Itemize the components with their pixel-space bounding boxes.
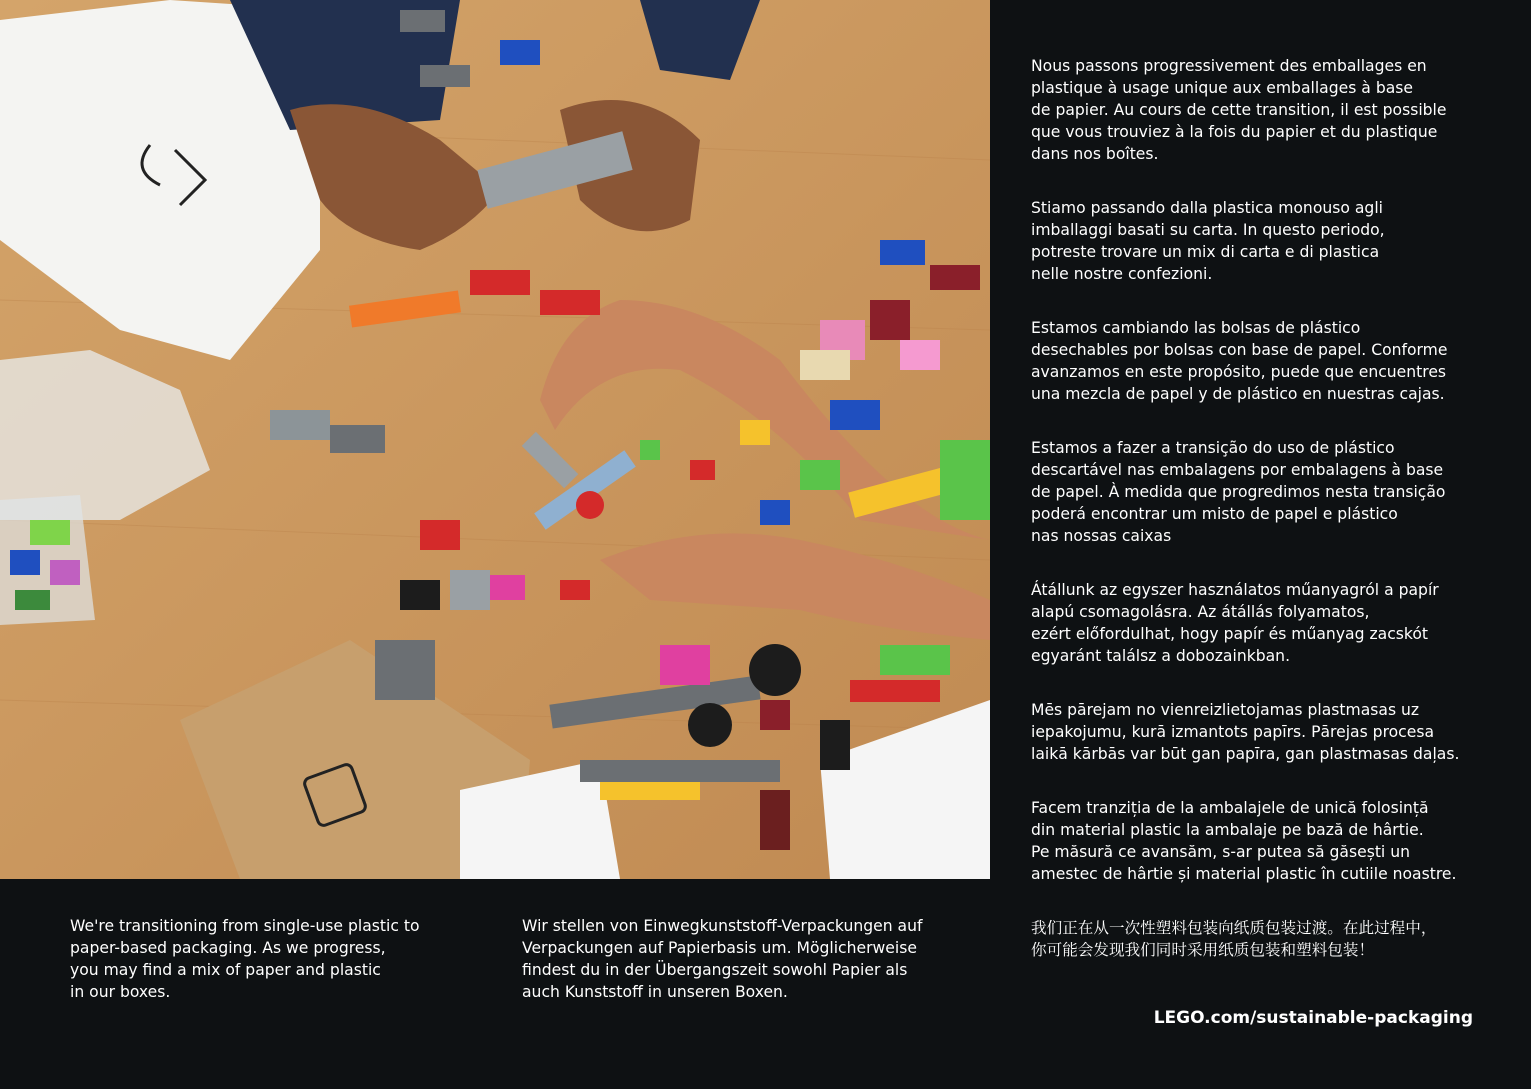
- text-portuguese: Estamos a fazer a transição do uso de plástico descartável nas embalagens por embalagens à base de papel. À medida que progredimos nesta transição poderá encontrar um misto de papel e plástico nas nossas caixas: [1031, 439, 1446, 545]
- sustainable-packaging-link[interactable]: LEGO.com/sustainable-packaging: [1153, 1008, 1473, 1028]
- text-spanish: Estamos cambiando las bolsas de plástico desechables por bolsas con base de papel. Conforme avanzamos en este propósito, puede que encuentres una mezcla de papel y de plástico en nuestras cajas.: [1031, 319, 1448, 403]
- multilingual-text-column: [1031, 55, 1491, 993]
- text-latvian: Mēs pārejam no vienreizlietojamas plastmasas uz iepakojumu, kurā izmantots papīrs. Pārejas procesa laikā kārbās var būt gan papīra, gan plastmasas daļas.: [1031, 701, 1460, 763]
- text-english: We're transitioning from single-use plastic to paper-based packaging. As we progress, you may find a mix of paper and plastic in our boxes.: [70, 917, 420, 1001]
- text-romanian: Facem tranziția de la ambalajele de unică folosință din material plastic la ambalaje pe bază de hârtie. Pe măsură ce avansăm, s-ar putea să găsești un amestec de hârtie și material plastic în cutiile noastre.: [1031, 799, 1457, 883]
- text-french: Nous passons progressivement des emballages en plastique à usage unique aux emballages à base de papier. Au cours de cette transition, il est possible que vous trouviez à la fois du papier et du plastique dans nos boîtes.: [1031, 57, 1447, 163]
- text-hungarian: Átállunk az egyszer használatos műanyagról a papír alapú csomagolásra. Az átállás folyamatos, ezért előfordulhat, hogy papír és műanyag zacskót egyaránt találsz a dobozainkban.: [1031, 581, 1439, 665]
- text-italian: Stiamo passando dalla plastica monouso agli imballaggi basati su carta. In questo periodo, potreste trovare un mix di carta e di plastica nelle nostre confezioni.: [1031, 199, 1385, 283]
- text-chinese: 我们正在从一次性塑料包装向纸质包装过渡。在此过程中， 你可能会发现我们同时采用纸质包装和塑料包装！: [1031, 919, 1437, 959]
- text-german: Wir stellen von Einwegkunststoff-Verpackungen auf Verpackungen auf Papierbasis um. Möglicherweise findest du in der Übergangszeit sowohl Papier als auch Kunststoff in unseren Boxen.: [522, 917, 923, 1001]
